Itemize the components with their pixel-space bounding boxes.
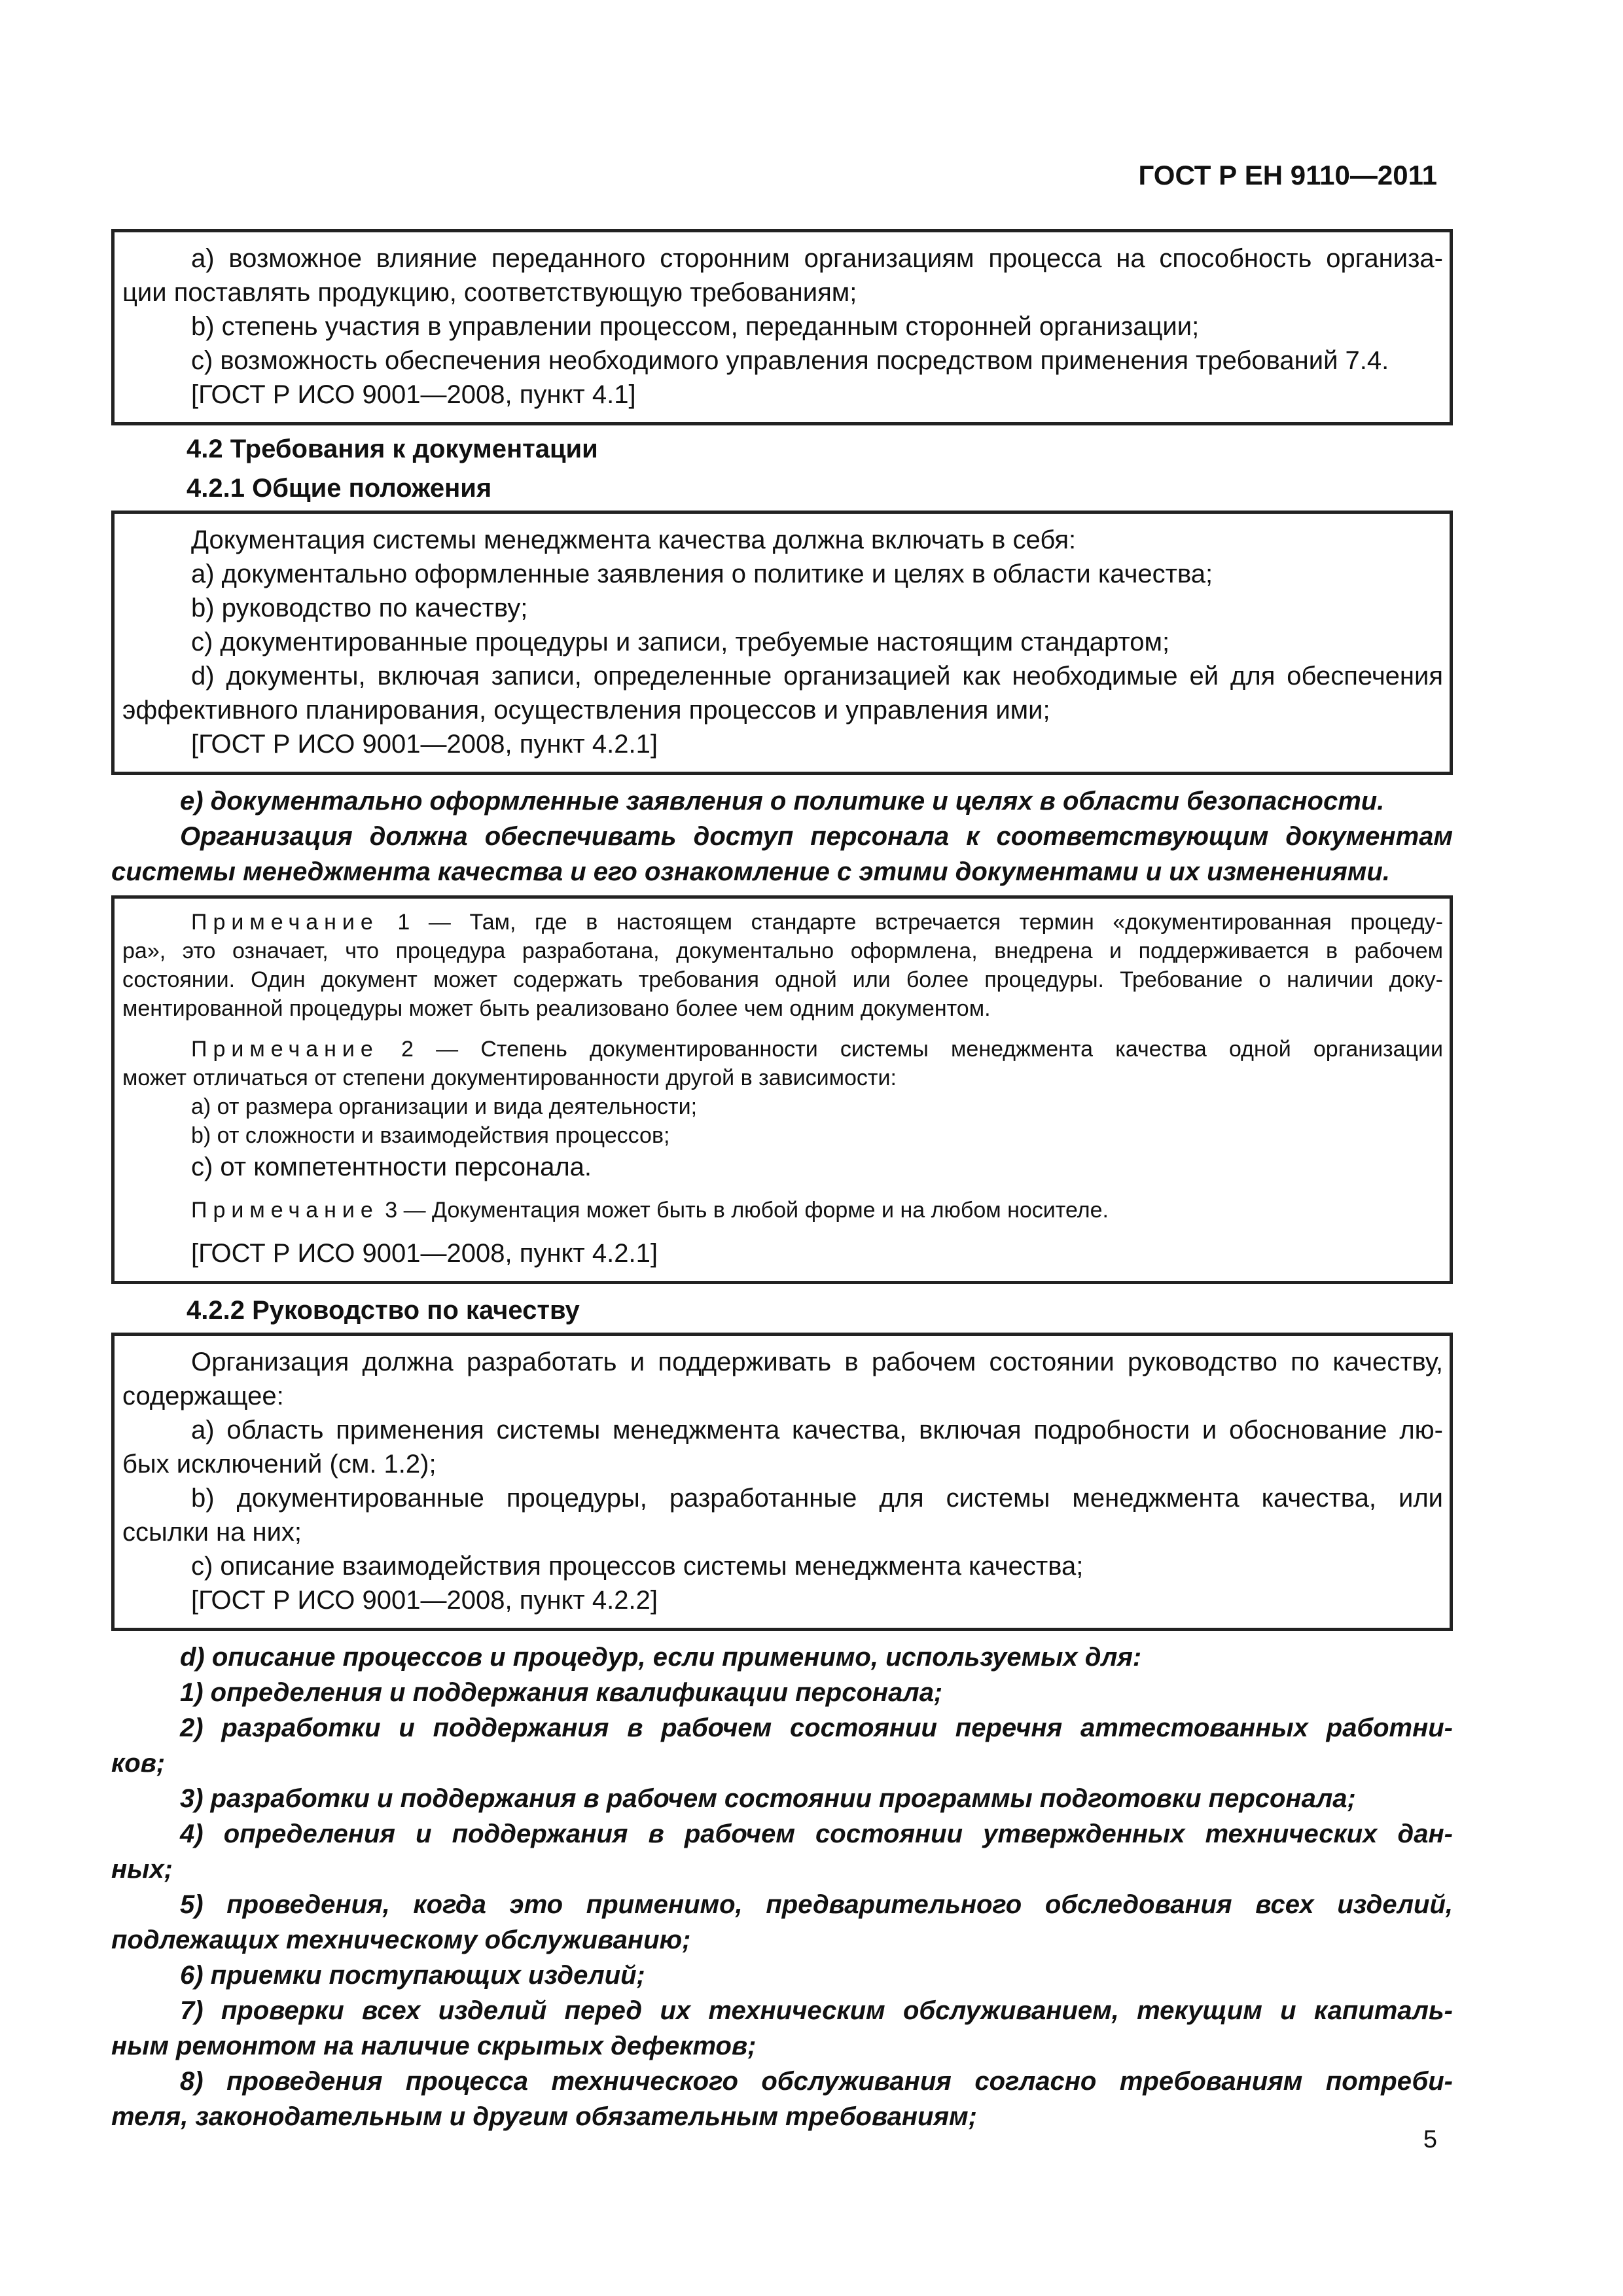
box2-item-d-line1: d) документы, включая записи, определенные организацией как необходимые ей для обеспечения [191,662,1443,691]
addition2-item-3: 3) разработки и поддержания в рабочем состоянии программы подготовки персонала; [180,1784,1356,1813]
note2-line2: может отличаться от степени документированности другой в зависимости: [122,1066,897,1090]
addition1-line3: системы менеджмента качества и его ознакомление с этими документами и их изменениями. [111,857,1390,886]
item-a-line2: ции поставлять продукцию, соответствующую требованиям; [122,278,857,307]
note1-line3: состоянии. Один документ может содержать требования одной или более процедуры. Требование о наличии доку- [122,967,1443,992]
box3-reference: [ГОСТ Р ИСО 9001—2008, пункт 4.2.1] [191,1239,658,1268]
addition-block-1 [111,784,1453,889]
box4-item-b-line1: b) документированные процедуры, разработанные для системы менеджмента качества, или [191,1484,1443,1513]
addition-block-2 [111,1640,1453,2134]
note2-item-a: a) от размера организации и вида деятельности; [191,1094,698,1119]
box2-item-b: b) руководство по качеству; [191,594,528,622]
box4-item-c: c) описание взаимодействия процессов системы менеджмента качества; [191,1552,1084,1581]
page-content [111,229,1453,2135]
note3 [122,1196,1443,1225]
box4-intro-line2: содержащее: [122,1382,284,1410]
note3-label: Примечание [191,1198,379,1223]
note3-text: 3 — Документация может быть в любой форме и на любом носителе. [378,1198,1109,1223]
addition2-item-d: d) описание процессов и процедур, если применимо, используемых для: [180,1643,1142,1672]
addition1-line2: Организация должна обеспечивать доступ персонала к соответствующим документам [180,822,1453,851]
quote-box-4-2-2 [111,1333,1453,1631]
page-number: 5 [1423,2126,1437,2153]
addition2-item-5-line1: 5) проведения, когда это применимо, предварительного обследования всех изделий, [180,1890,1453,1919]
box2-item-d-line2: эффективного планирования, осуществления процессов и управления ими; [122,696,1050,725]
note1-line1 [122,908,1443,937]
addition2-item-1: 1) определения и поддержания квалификации персонала; [180,1678,943,1707]
box2-item-a: a) документально оформленные заявления о политике и целях в области качества; [191,560,1213,588]
note2-label: Примечание [191,1037,379,1062]
box2-item-c: c) документированные процедуры и записи, требуемые настоящим стандартом; [191,628,1170,656]
addition2-item-5-line2: подлежащих техническому обслуживанию; [111,1926,691,1954]
quote-box-4-2-1 [111,511,1453,775]
item-b: b) степень участия в управлении процессом, переданным сторонней организации; [191,312,1200,341]
addition2-item-2-line1: 2) разработки и поддержания в рабочем состоянии перечня аттестованных работни- [180,1713,1453,1742]
box4-item-a-line2: бых исключений (см. 1.2); [122,1450,437,1479]
box4-item-a-line1: a) область применения системы менеджмента качества, включая подробности и обоснование лю- [191,1416,1443,1444]
addition2-item-4-line1: 4) определения и поддержания в рабочем состоянии утвержденных технических дан- [180,1820,1453,1848]
note1-label: Примечание [191,910,379,935]
section-heading-4-2: 4.2 Требования к документации [187,435,598,463]
note2-item-b: b) от сложности и взаимодействия процессов; [191,1123,670,1148]
section-heading-4-2-1: 4.2.1 Общие положения [187,474,492,503]
note1-line4: ментированной процедуры может быть реализовано более чем одним документом. [122,996,991,1021]
addition2-item-6: 6) приемки поступающих изделий; [180,1961,645,1990]
note2-item-c: c) от компетентности персонала. [191,1153,592,1181]
addition2-item-8-line2: теля, законодательным и другим обязательным требованиям; [111,2102,977,2131]
box4-item-b-line2: ссылки на них; [122,1518,302,1547]
box4-intro-line1: Организация должна разработать и поддерживать в рабочем состоянии руководство по качеству, [191,1348,1443,1376]
addition2-item-4-line2: ных; [111,1855,173,1884]
box2-intro: Документация системы менеджмента качества должна включать в себя: [191,526,1077,554]
notes-box [111,895,1453,1284]
addition2-item-8-line1: 8) проведения процесса технического обслуживания согласно требованиям потреби- [180,2067,1453,2096]
box4-reference: [ГОСТ Р ИСО 9001—2008, пункт 4.2.2] [191,1586,658,1615]
box2-reference: [ГОСТ Р ИСО 9001—2008, пункт 4.2.1] [191,730,658,759]
item-c: c) возможность обеспечения необходимого управления посредством применения требований 7.4. [191,346,1389,375]
reference: [ГОСТ Р ИСО 9001—2008, пункт 4.1] [191,380,636,409]
note1-line2: ра», это означает, что процедура разработана, документально оформлена, внедрена и поддерживается в рабочем [122,939,1443,963]
note1-text: 1 — Там, где в настоящем стандарте встречается термин «документированная процеду- [378,910,1443,935]
addition2-item-2-line2: ков; [111,1749,166,1778]
item-a-line1: a) возможное влияние переданного сторонним организациям процесса на способность организа- [191,244,1443,273]
addition2-item-7-line2: ным ремонтом на наличие скрытых дефектов; [111,2032,757,2060]
addition1-item-e: e) документально оформленные заявления о политике и целях в области безопасности. [180,787,1385,816]
section-heading-4-2-2: 4.2.2 Руководство по качеству [187,1296,580,1325]
note2-line1 [122,1035,1443,1064]
addition2-item-7-line1: 7) проверки всех изделий перед их техническим обслуживанием, текущим и капиталь- [180,1996,1453,2025]
document-code: ГОСТ Р ЕН 9110—2011 [1138,160,1437,190]
note2-text: 2 — Степень документированности системы менеджмента качества одной организации [378,1037,1443,1062]
quote-box-4-1 [111,229,1453,425]
